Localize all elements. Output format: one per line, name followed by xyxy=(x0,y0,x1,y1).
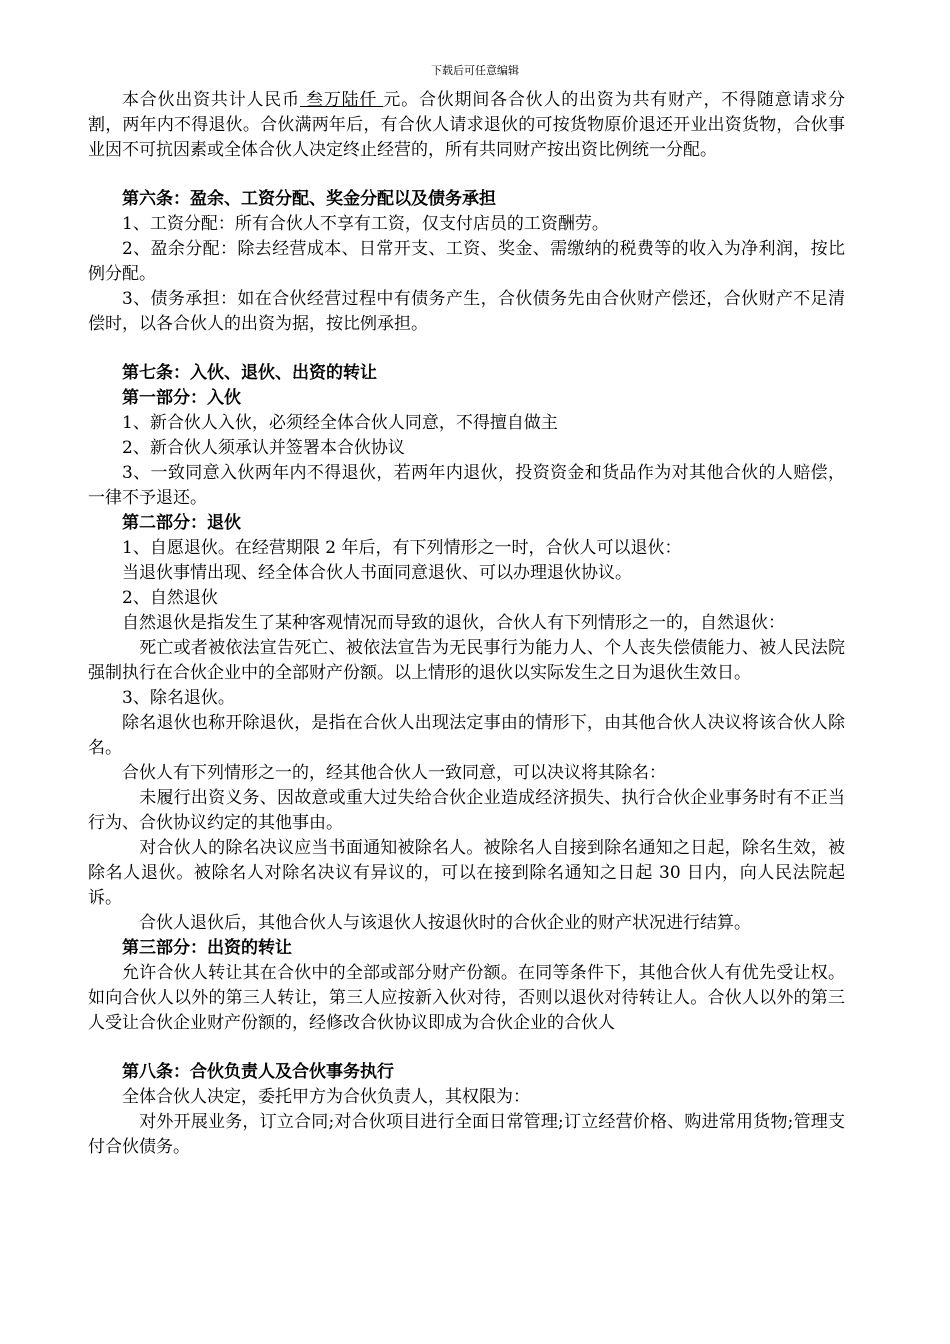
part-2-item: 1、自愿退伙。在经营期限 2 年后，有下列情形之一时，合伙人可以退伙： xyxy=(122,538,682,558)
article-6-item: 1、工资分配：所有合伙人不享有工资，仅支付店员的工资酬劳。 xyxy=(122,214,609,234)
part-2-item: 3、除名退伙。 xyxy=(122,688,235,708)
capital-paragraph xyxy=(88,88,845,163)
part-1-item: 2、新合伙人须承认并签署本合伙协议 xyxy=(122,438,405,458)
page-header: 下载后可任意编辑 xyxy=(431,64,519,77)
capital-suffix: 元。合伙期间各合伙人的出资为共有财产，不得随意请求分割，两年内不得退伙。合伙满两年后，有合伙人请求退伙的可按货物原价退还开业出资货物，合伙事业因不可抗因素或全体合伙人决定终止经营的，所有共同财产按出资比例统一分配。 xyxy=(88,90,846,160)
article-6-item: 2、盈余分配：除去经营成本、日常开支、工资、奖金、需缴纳的税费等的收入为净利润，按比例分配。 xyxy=(88,239,845,284)
part-2-item: 当退伙事情出现、经全体合伙人书面同意退伙、可以办理退伙协议。 xyxy=(122,563,632,583)
part-1-item: 1、新合伙人入伙，必须经全体合伙人同意，不得擅自做主 xyxy=(122,413,558,433)
article-7-title: 第七条：入伙、退伙、出资的转让 xyxy=(122,363,377,383)
part-2-item: 除名退伙也称开除退伙，是指在合伙人出现法定事由的情形下，由其他合伙人决议将该合伙人除名。 xyxy=(88,713,845,758)
part-2-item: 合伙人退伙后，其他合伙人与该退伙人按退伙时的合伙企业的财产状况进行结算。 xyxy=(122,913,751,933)
capital-prefix: 本合伙出资共计人民币 xyxy=(122,90,300,110)
part-2-title: 第二部分：退伙 xyxy=(122,513,241,533)
article-8-item: 对外开展业务，订立合同;对合伙项目进行全面日常管理;订立经营价格、购进常用货物;管理支付合伙债务。 xyxy=(88,1112,845,1157)
part-3-title: 第三部分：出资的转让 xyxy=(122,938,292,958)
part-3-item: 允许合伙人转让其在合伙中的全部或部分财产份额。在同等条件下，其他合伙人有优先受让权。如向合伙人以外的第三人转让，第三人应按新入伙对待，否则以退伙对待转让人。合伙人以外的第三人受让合伙企业财产份额的，经修改合伙协议即成为合伙企业的合伙人 xyxy=(88,963,845,1033)
part-1-item: 3、一致同意入伙两年内不得退伙，若两年内退伙，投资资金和货品作为对其他合伙的人赔偿，一律不予退还。 xyxy=(88,463,845,508)
article-8-title: 第八条：合伙负责人及合伙事务执行 xyxy=(122,1062,394,1082)
part-2-item: 2、自然退伙 xyxy=(122,588,218,608)
part-2-item: 合伙人有下列情形之一的，经其他合伙人一致同意，可以决议将其除名： xyxy=(122,763,666,783)
part-2-item: 自然退伙是指发生了某种客观情况而导致的退伙，合伙人有下列情形之一的，自然退伙： xyxy=(122,613,785,633)
article-8-item: 全体合伙人决定，委托甲方为合伙负责人，其权限为： xyxy=(122,1087,530,1107)
part-2-item: 对合伙人的除名决议应当书面通知被除名人。被除名人自接到除名通知之日起，除名生效，被除名人退伙。被除名人对除名决议有异议的，可以在接到除名通知之日起 30 日内，向人民法院起诉。 xyxy=(88,838,845,908)
part-2-item: 死亡或者被依法宣告死亡、被依法宣告为无民事行为能力人、个人丧失偿债能力、被人民法院强制执行在合伙企业中的全部财产份额。以上情形的退伙以实际发生之日为退伙生效日。 xyxy=(88,638,845,683)
part-2-item: 未履行出资义务、因故意或重大过失给合伙企业造成经济损失、执行合伙企业事务时有不正当行为、合伙协议约定的其他事由。 xyxy=(88,788,845,833)
article-6-title: 第六条：盈余、工资分配、奖金分配以及债务承担 xyxy=(122,189,496,209)
part-1-title: 第一部分：入伙 xyxy=(122,388,241,408)
article-6-item: 3、债务承担：如在合伙经营过程中有债务产生，合伙债务先由合伙财产偿还，合伙财产不足清偿时，以各合伙人的出资为据，按比例承担。 xyxy=(88,289,845,334)
capital-amount: 叁万陆仟 xyxy=(299,90,384,110)
document-body xyxy=(88,88,845,1160)
